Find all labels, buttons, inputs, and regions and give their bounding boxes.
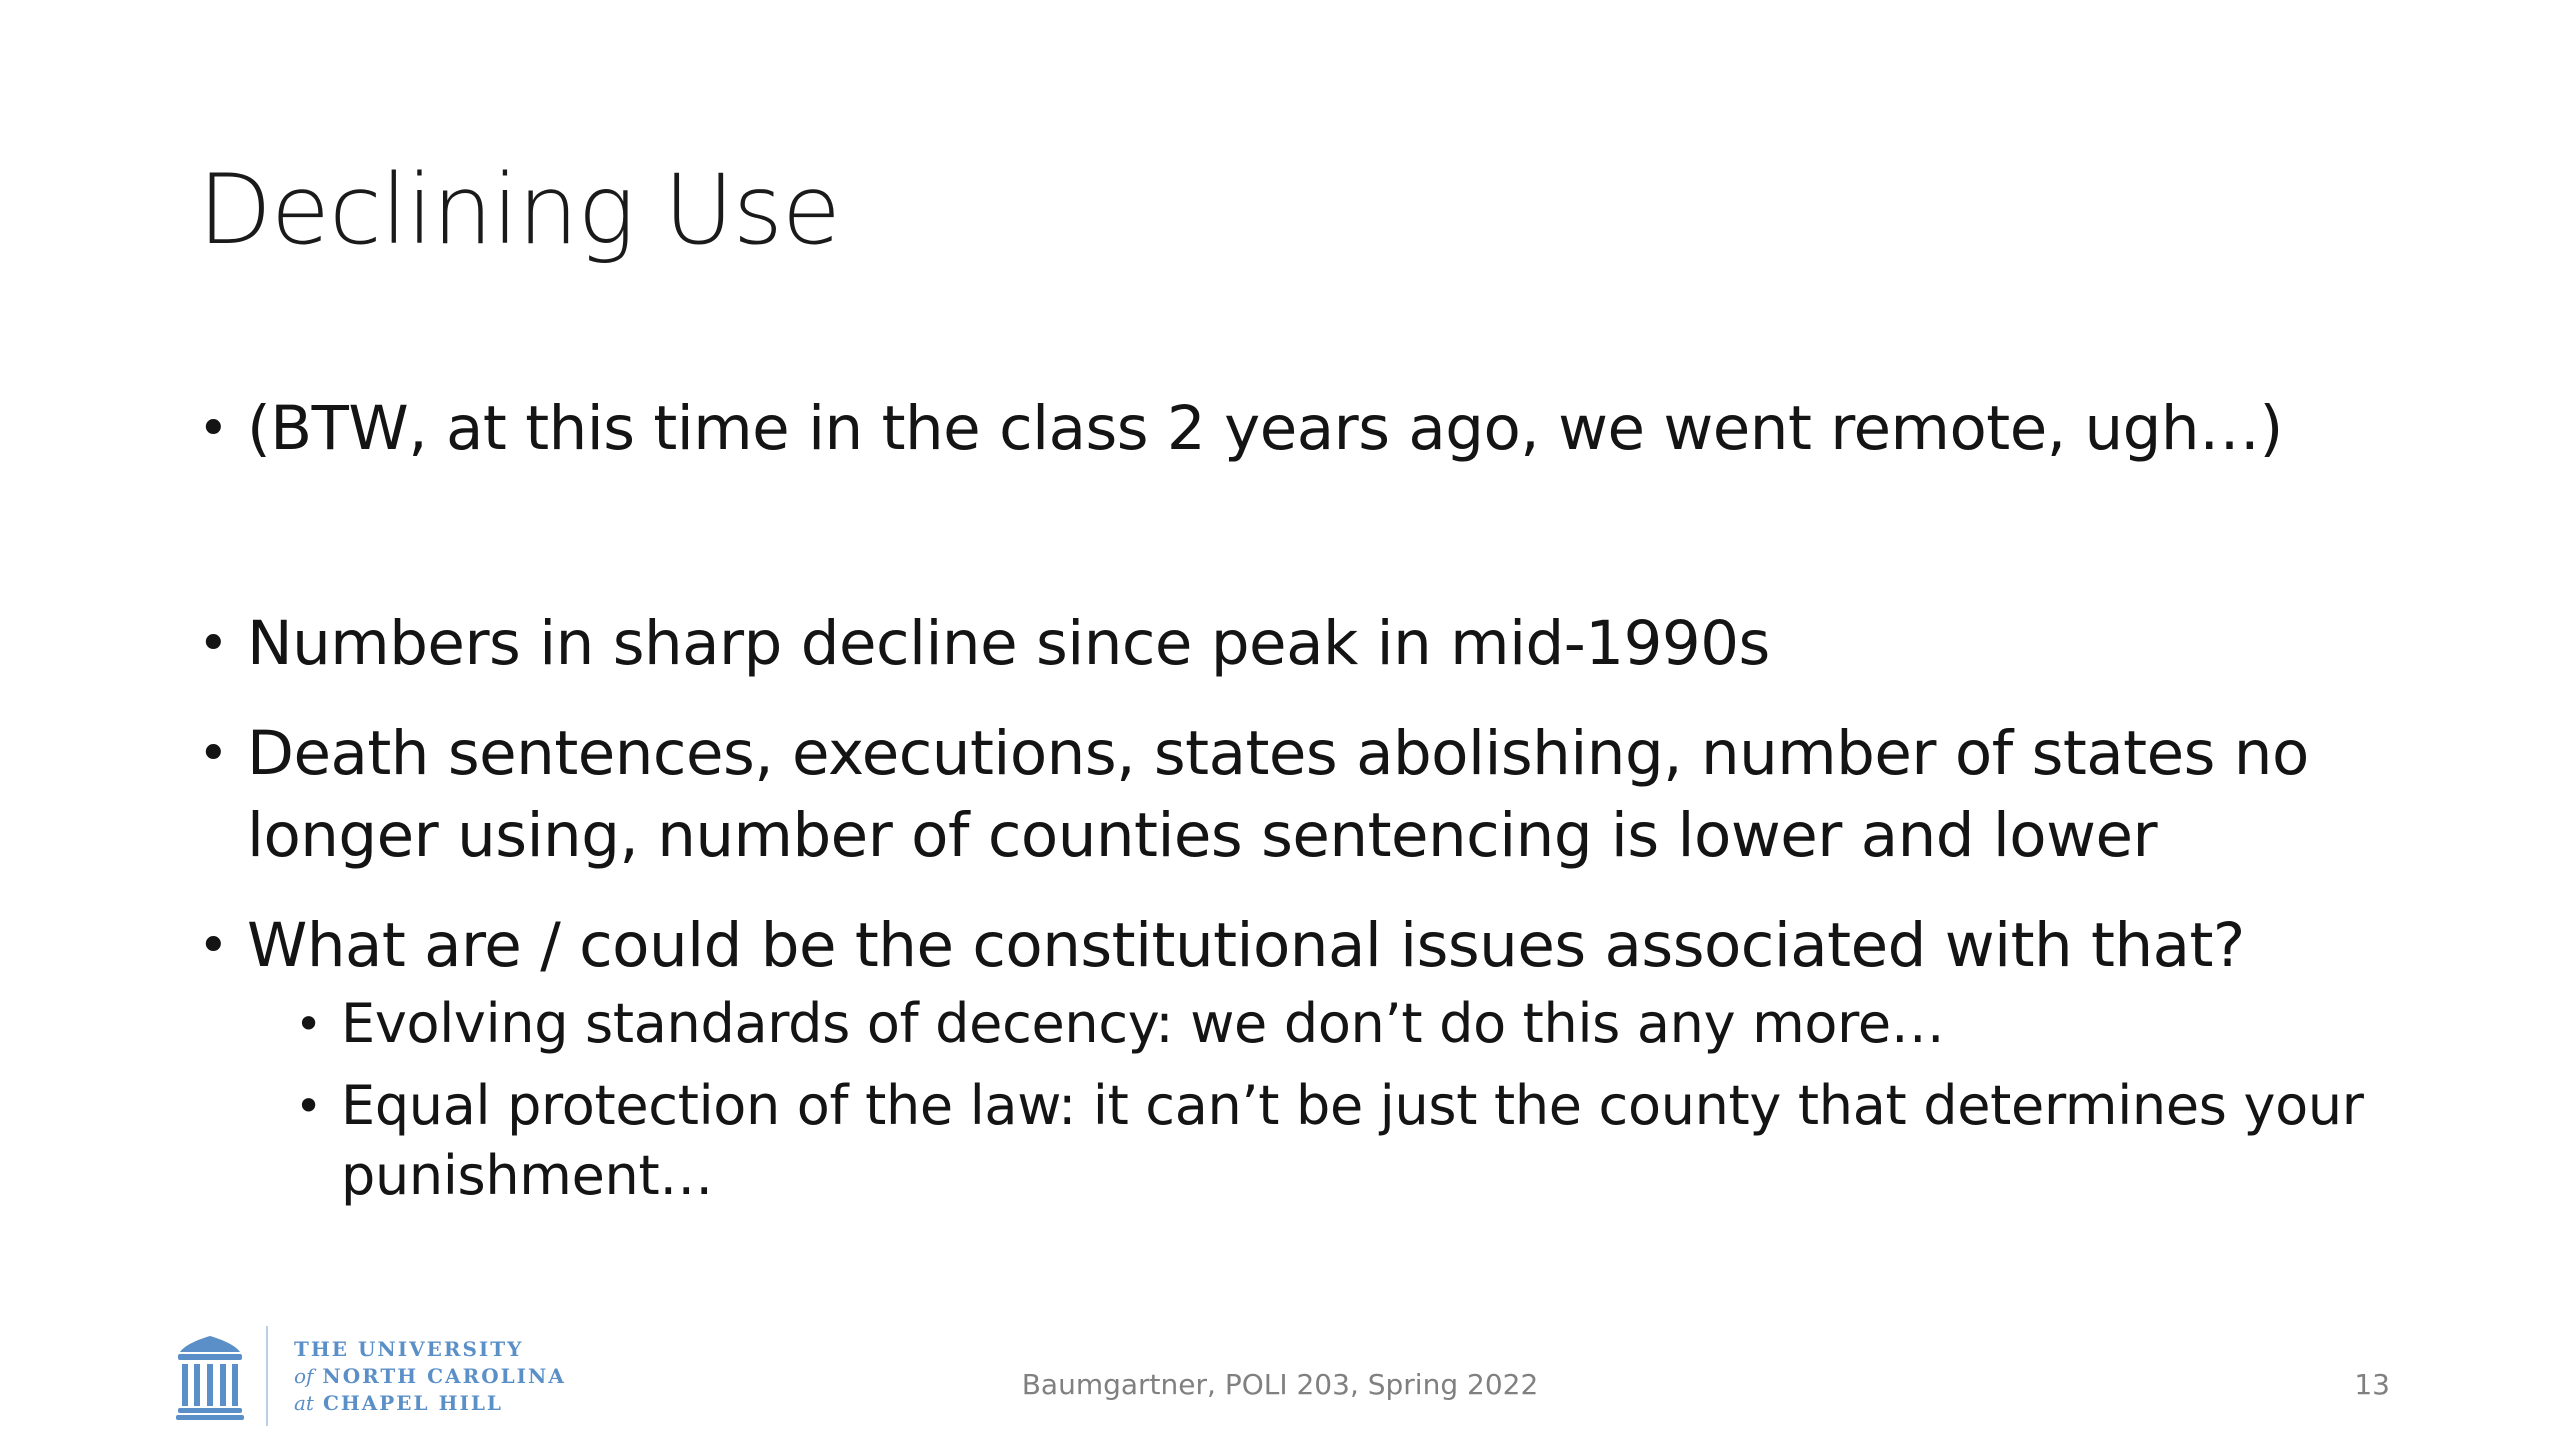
bullet-item [198,713,2378,877]
bullet-item: • (BTW, at this time in the class 2 years ago, we went remote, ugh…) [198,388,2378,470]
sub-bullet-item [295,1071,2378,1211]
logo-line-1: THE UNIVERSITY [294,1337,524,1361]
sub-bullet-item: • Evolving standards of decency: we don’t do this any more… [295,989,2378,1059]
logo-line-3: at CHAPEL HILL [294,1391,503,1415]
sub-bullet-line: punishment… [341,1144,714,1207]
page-number: 13 [2354,1368,2390,1401]
bullet-item: • What are / could be the constitutional issues associated with that? [198,905,2378,987]
bullet-line: Death sentences, executions, states abolishing, number of states no [247,718,2309,789]
sub-bullet-line: Equal protection of the law: it can’t be just the county that determines your [341,1074,2364,1137]
bullet-item: • Numbers in sharp decline since peak in mid-1990s [198,603,2378,685]
logo-line-2: of NORTH CAROLINA [294,1364,566,1388]
footer-text: Baumgartner, POLI 203, Spring 2022 [1021,1368,1539,1401]
slide-title: Declining Use [198,154,840,266]
bullet-list [198,388,2378,1211]
bullet-line: longer using, number of counties sentencing is lower and lower [247,800,2158,871]
